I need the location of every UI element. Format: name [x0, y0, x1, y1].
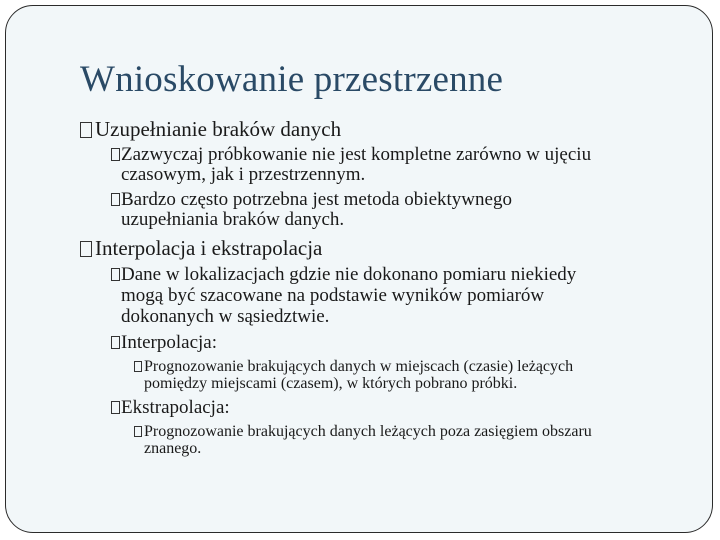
- bullet-text: Dane w lokalizacjach gdzie nie dokonano pomiaru niekiedy: [121, 264, 577, 285]
- bullet-text: Ekstrapolacja:: [121, 397, 230, 418]
- subbullet-zazwyczaj: [111, 145, 591, 165]
- subbullet-bardzo-cont: uzupełniania braków danych.: [121, 209, 345, 230]
- bullet-box-icon: [80, 241, 92, 257]
- bullet-box-icon: [111, 193, 120, 206]
- bullet-interpolacja-ekstrapolacja: [80, 237, 322, 259]
- bullet-text: Interpolacja i ekstrapolacja: [95, 236, 323, 260]
- bullet-box-icon: [111, 148, 120, 161]
- subsubbullet-prognozowanie-2: [134, 423, 592, 440]
- bullet-box-icon: [111, 336, 120, 349]
- bullet-uzupelnianie: [80, 118, 341, 140]
- subbullet-dane-cont1: mogą być szacowane na podstawie wyników pomiarów: [121, 285, 545, 306]
- subsubbullet-prognozowanie-1-cont: pomiędzy miejscami (czasem), w których pobrano próbki.: [144, 375, 518, 392]
- bullet-text: Prognozowanie brakujących danych w miejscach (czasie) leżących: [144, 358, 574, 375]
- subsubbullet-prognozowanie-1: [134, 358, 573, 375]
- bullet-text: Zazwyczaj próbkowanie nie jest kompletne zarówno w ujęciu: [121, 144, 592, 165]
- bullet-box-icon: [80, 122, 92, 138]
- subbullet-dane: [111, 265, 576, 285]
- subbullet-zazwyczaj-cont: czasowym, jak i przestrzennym.: [121, 164, 366, 185]
- bullet-text: Interpolacja:: [121, 332, 218, 353]
- bullet-box-icon: [111, 401, 120, 414]
- bullet-text: Bardzo często potrzebna jest metoda obiektywnego: [121, 189, 512, 210]
- subsubbullet-prognozowanie-2-cont: znanego.: [144, 440, 202, 457]
- slide-title: Wnioskowanie przestrzenne: [80, 59, 504, 100]
- subbullet-bardzo: [111, 190, 512, 210]
- bullet-text: Prognozowanie brakujących danych leżących poza zasięgiem obszaru: [144, 423, 592, 440]
- subbullet-ekstrapolacja: [111, 398, 230, 418]
- bullet-box-icon: [134, 426, 142, 437]
- bullet-text: Uzupełnianie braków danych: [95, 117, 342, 141]
- bullet-box-icon: [134, 361, 142, 372]
- subbullet-interpolacja: [111, 333, 217, 353]
- bullet-box-icon: [111, 268, 120, 281]
- subbullet-dane-cont2: dokonanych w sąsiedztwie.: [121, 306, 330, 327]
